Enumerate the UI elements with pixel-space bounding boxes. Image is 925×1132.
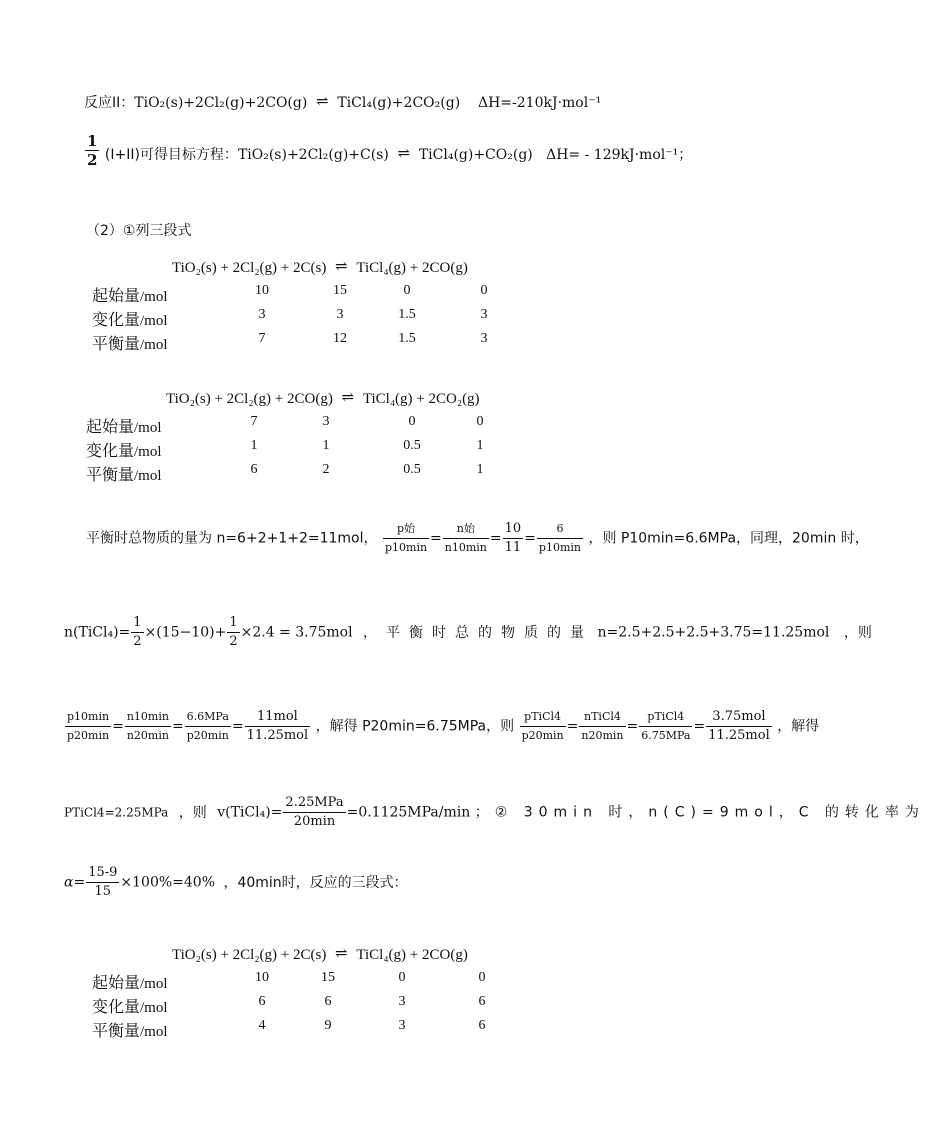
total-moles-text: 平衡时总物质的量为 n=6+2+1+2=11mol， [86,530,378,547]
table-cell: 12 [333,331,347,346]
table-cell: 3 [336,307,344,322]
equilibrium-arrow-icon: ⇌ [341,390,355,406]
fraction: $\frac{p10\min}{p20\min}$ [67,710,110,742]
table-cell: 0 [478,970,486,985]
table-cell: 3 [398,994,406,1009]
fraction: $\frac{15-9}{15}$ [88,865,118,899]
fraction: $\frac{1}{2}$ [229,615,238,649]
rate-line: PTiCl4=2.25MPa ，则 v(TiCl₄)= $\frac{\text{2.25MPa}}{20\min}$ =0.1125MPa/min ；② 30min 时，n(C)=9mol，C 的转化率为 [64,795,925,829]
table-cell: 10 [255,970,269,985]
table-cell: 3 [398,1018,406,1033]
target-equation-lhs: TiO₂(s)+2Cl₂(g)+C(s) [237,147,389,163]
reaction-ii-label: 反应II： [84,95,135,111]
table-cell: 0 [408,414,416,429]
fraction: $\frac{\text{2.25MPa}}{20\min}$ [285,795,344,829]
table-cell: 3 [322,414,330,429]
fraction: $\frac{\text{11mol}}{\text{11.25mol}}$ [246,709,309,743]
conversion-line: α= $\frac{15-9}{15}$ ×100%=40% ，40min时，反应的三段式： [64,865,408,899]
table-cell: 1 [476,438,484,453]
table-cell: 3 [480,331,488,346]
table-cell: 0 [476,414,484,429]
table-cell: 0.5 [403,438,421,453]
fraction: $\frac{n10\min}{n20\min}$ [126,710,169,742]
table-cell: 0 [480,283,488,298]
table-cell: 6 [478,994,486,1009]
table-cell: 1.5 [398,307,416,322]
table-cell: 7 [258,331,266,346]
reaction-ii-lhs: TiO₂(s)+2Cl₂(g)+2CO(g) [134,95,308,111]
three-stage-table-1: TiO₂(s) + 2Cl₂(g) + 2C(s) ⇌ TiCl₄(g) + 2CO(g) 起始量/mol 10 15 0 0 变化量/mol 3 3 1.5 3 平衡量/mol 7 12 1.5 3 [92,257,532,353]
fraction: $\frac{\text{3.75mol}}{\text{11.25mol}}$ [708,709,770,743]
fraction: $\frac{\text{6.6MPa}}{p20\min}$ [186,710,229,742]
reaction-ii-rhs: TiCl₄(g)+2CO₂(g) [337,95,461,111]
equilibrium-arrow-icon: ⇌ [335,259,348,275]
fraction: $\frac{10}{11}$ [504,521,522,555]
table-cell: 1 [476,462,484,477]
table-cell: 9 [324,1018,332,1033]
table-cell: 1.5 [398,331,416,346]
table-cell: 6 [324,994,332,1009]
target-equation-enthalpy: ΔH= - 129kJ·mol⁻¹； [546,147,693,163]
table-cell: 10 [255,283,269,298]
table-cell: 0.5 [403,462,421,477]
three-stage-table-2: TiO₂(s) + 2Cl₂(g) + 2CO(g) ⇌ TiCl₄(g) + 2CO₂(g) 起始量/mol 7 3 0 0 变化量/mol 1 1 0.5 1 平衡量/mol 6 2 0.5 1 [86,388,526,484]
reaction-ii-line [84,92,601,112]
pressure-calc-line: $\frac{p10\min}{p20\min}$ = $\frac{n10\min}{n20\min}$ = $\frac{\text{6.6MPa}}{p20\min}$ = $\frac{\text{11mol}}{\text{11.25mol}}$ ，解得 P20min=6.75MPa，则 $\frac{\text{pTiCl4}}{p20\min}$ = $\frac{\text{nTiCl4}}{n20\min}$ = $\frac{\text{pTiCl4}}{\text{6.75MPa}}$ = $\frac{\text{3.75mol}}{\text{11.25mol}}$ ，解得 [67,709,820,743]
three-stage-table-3: TiO₂(s) + 2Cl₂(g) + 2C(s) ⇌ TiCl₄(g) + 2CO(g) 起始量/mol 10 15 0 0 变化量/mol 6 6 3 6 平衡量/mol 4 9 3 6 [92,944,532,1040]
fraction: $\frac{1}{2}$ [133,615,142,649]
table-cell: 6 [250,462,258,477]
fraction: $\frac{6}{p10\min}$ [538,522,581,554]
fraction: $\frac{\text{pTiCl4}}{p20\min}$ [521,710,564,742]
equilibrium-arrow-icon: ⇌ [397,144,411,162]
table-cell: 0 [403,283,411,298]
table-cell: 7 [250,414,258,429]
section-2-heading: （2）①列三段式 [86,223,192,239]
fraction: $\frac{\text{nTiCl4}}{n20\min}$ [581,710,624,742]
target-equation-text: (I+II)可得目标方程： [104,147,238,163]
equilibrium-arrow-icon: ⇌ [335,946,348,962]
table-cell: 2 [322,462,330,477]
target-equation-line [84,132,692,169]
table-1-equation: TiO₂(s) + 2Cl₂(g) + 2C(s) ⇌ TiCl₄(g) + 2CO(g) [172,259,468,276]
table-cell: 1 [322,438,330,453]
table-cell: 1 [250,438,258,453]
sum-text: n=2.5+2.5+2.5+3.75=11.25mol [597,624,830,641]
half-fraction: $\frac{1}{2}$ [87,132,98,169]
table-cell: 6 [478,1018,486,1033]
table-cell: 4 [258,1018,266,1033]
table-cell: 15 [321,970,335,985]
fraction: $\frac{\text{n始}}{n10\min}$ [444,522,487,554]
fraction: $\frac{\text{p始}}{p10\min}$ [384,522,428,554]
table-cell: 6 [258,994,266,1009]
table-cell: 0 [398,970,406,985]
fraction: $\frac{\text{pTiCl4}}{\text{6.75MPa}}$ [641,710,691,742]
total-moles-text: ，平衡时总的物质的量 [363,624,594,641]
table-cell: 3 [480,307,488,322]
equilibrium-arrow-icon: ⇌ [316,92,329,110]
target-equation-rhs: TiCl₄(g)+CO₂(g) [418,147,533,163]
table-cell: 3 [258,307,266,322]
table-3-equation: TiO₂(s) + 2Cl₂(g) + 2C(s) ⇌ TiCl₄(g) + 2CO(g) [172,946,468,963]
table-2-equation: TiO₂(s) + 2Cl₂(g) + 2CO(g) ⇌ TiCl₄(g) + 2CO₂(g) [166,390,480,407]
ticl4-moles-line: n(TiCl₄)= $\frac{1}{2}$ ×(15−10)+ $\frac{1}{2}$ ×2.4 = 3.75mol ，平衡时总的物质的量 n=2.5+2.5+2.5+3.75=11.25mol ，则 [64,615,872,649]
result-text: ，则 P10min=6.6MPa，同理，20min 时， [588,530,869,547]
reaction-ii-enthalpy: ΔH=-210kJ·mol⁻¹ [477,95,602,111]
table-cell: 15 [333,283,347,298]
pressure-ratio-line: 平衡时总物质的量为 n=6+2+1+2=11mol， $\frac{\text{p始}}{p10\min}$ = $\frac{\text{n始}}{n10\min}$ = $\frac{10}{11}$ = $\frac{6}{p10\min}$ ，则 P10min=6.6MPa，同理，20min 时， [86,521,869,555]
